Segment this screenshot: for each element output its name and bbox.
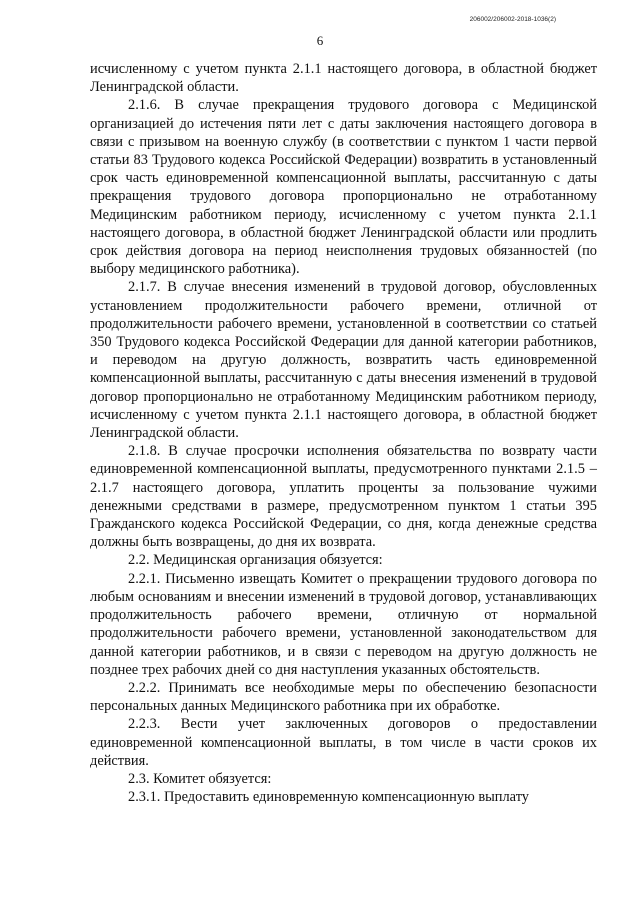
- paragraph-2-2-2: 2.2.2. Принимать все необходимые меры по обеспечению безопасности персональных данных Медицинского работника при их обработке.: [90, 679, 597, 715]
- paragraph-2-1-6: 2.1.6. В случае прекращения трудового договора с Медицинской организацией до истечения пяти лет с даты заключения настоящего договора в связи с призывом на военную службу (в соответствии с пунктом 1 части первой статьи 83 Трудового кодекса Российской Федерации) возвратить в установленный срок часть единовременной компенсационной выплаты, рассчитанную с даты прекращения трудового договора пропорционально не отработанному Медицинским работником периоду, исчисленному с учетом пункта 2.1.1 настоящего договора, в областной бюджет Ленинградской области или продлить срок действия договора на период неисполнения трудовых обязанностей (по выбору медицинского работника).: [90, 97, 597, 278]
- paragraph-2-3-1: 2.3.1. Предоставить единовременную компенсационную выплату: [128, 789, 529, 806]
- paragraph-2-2-3: 2.2.3. Вести учет заключенных договоров о предоставлении единовременной компенсационной выплаты, в том числе в части сроков их действия.: [90, 716, 597, 769]
- paragraph-2-3: 2.3. Комитет обязуется:: [128, 770, 272, 787]
- paragraph-2-2-1: 2.2.1. Письменно извещать Комитет о прекращении трудового договора по любым основаниям и внесении изменений в трудовой договор, устанавливающих продолжительность рабочего времени, отличную от нормальной продолжительности рабочего времени, установленной законодательством для данной категории работников, и в связи с переводом на другую должность не позднее трех рабочих дней со дня наступления указанных обстоятельств.: [90, 570, 597, 678]
- paragraph-2-1-7: 2.1.7. В случае внесения изменений в трудовой договор, обусловленных установлением продолжительности рабочего времени, отличной от продолжительности рабочего времени, установленной в соответствии со статьей 350 Трудового кодекса Российской Федерации для данной категории работников, и переводом на другую должность, возвратить часть единовременной компенсационной выплаты, рассчитанную с даты внесения изменений в трудовой договор пропорционально не отработанному Медицинским работником периоду, исчисленному с учетом пункта 2.1.1 настоящего договора, в областной бюджет Ленинградской области.: [90, 279, 597, 442]
- page-number: 6: [316, 33, 324, 48]
- document-body: [90, 60, 597, 806]
- paragraph-2-2: 2.2. Медицинская организация обязуется:: [128, 552, 383, 569]
- paragraph-2-1-8: 2.1.8. В случае просрочки исполнения обязательства по возврату части единовременной компенсационной выплаты, предусмотренного пунктами 2.1.5 – 2.1.7 настоящего договора, уплатить проценты за пользование чужими денежными средствами в размере, предусмотренном пунктом 1 статьи 395 Гражданского кодекса Российской Федерации, со дня, когда денежные средства должны быть возвращены, до дня их возврата.: [90, 443, 597, 551]
- paragraph-continuation: исчисленному с учетом пункта 2.1.1 настоящего договора, в областной бюджет Ленинградской области.: [90, 61, 597, 96]
- document-code: 206002/206002-2018-1036(2): [469, 16, 556, 23]
